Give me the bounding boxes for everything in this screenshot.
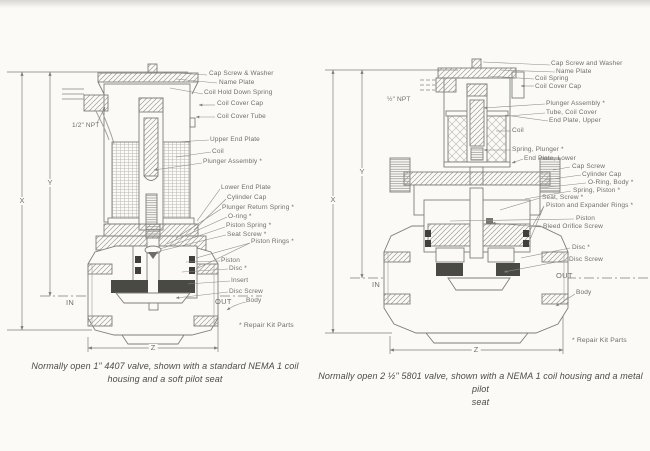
port-out-label: OUT xyxy=(556,271,573,280)
part-label: Spring, Piston * xyxy=(573,187,621,194)
part-label: Coil Cover Cap xyxy=(535,83,582,90)
part-label: O-Ring, Body * xyxy=(588,179,634,186)
part-label: Name Plate xyxy=(219,79,255,86)
part-label: Body xyxy=(246,297,262,304)
npt-label: 1/2" NPT xyxy=(72,122,100,129)
part-label: Coil Cover Cap xyxy=(217,100,264,107)
caption-line: housing and a soft pilot seat xyxy=(107,374,223,384)
part-label: Bleed Orifice Screw xyxy=(543,223,603,230)
part-label: Disc Screw xyxy=(229,288,264,295)
part-label: Plunger Assembly * xyxy=(203,158,263,165)
dim-x-label: X xyxy=(19,196,25,205)
right-body xyxy=(384,158,568,343)
port-in-label: IN xyxy=(372,280,381,289)
part-label: Tube, Coil Cover xyxy=(546,109,597,116)
part-label: Coil xyxy=(212,148,224,155)
repair-kit-note: * Repair Kit Parts xyxy=(572,337,627,344)
part-label: Coil Hold Down Spring xyxy=(204,89,273,96)
left-solenoid xyxy=(62,64,198,230)
part-label: Disc * xyxy=(229,265,247,272)
caption-line: seat xyxy=(471,397,490,407)
left-body xyxy=(88,224,218,344)
port-in-label: IN xyxy=(66,298,75,307)
part-label: Cylinder Cap xyxy=(582,171,622,178)
part-label: End Plate, Upper xyxy=(549,117,601,124)
part-label: Body xyxy=(576,289,592,296)
part-label: Coil xyxy=(512,127,524,134)
part-label: Coil Spring xyxy=(535,75,569,82)
repair-kit-note: * Repair Kit Parts xyxy=(239,322,294,329)
part-label: Cylinder Cap xyxy=(227,194,267,201)
part-label: Disc Screw xyxy=(569,256,604,263)
part-label: Insert xyxy=(231,277,249,284)
part-label: Plunger Return Spring * xyxy=(222,204,295,211)
part-label: Piston and Expander Rings * xyxy=(546,202,634,209)
part-label: Disc * xyxy=(572,244,590,251)
part-label: Lower End Plate xyxy=(221,184,271,191)
part-label: Spring, Plunger * xyxy=(512,146,564,153)
caption-line: Normally open 1" 4407 valve, shown with a standard NEMA 1 coil xyxy=(31,361,299,371)
dim-y-label: Y xyxy=(359,167,365,176)
npt-label: ½" NPT xyxy=(387,96,411,103)
port-out-label: OUT xyxy=(215,297,232,306)
dim-x-label: X xyxy=(330,195,336,204)
part-label: Seat, Screw * xyxy=(542,194,584,201)
part-label: O-ring * xyxy=(228,213,252,220)
left-valve-caption xyxy=(20,360,310,386)
part-label: Name Plate xyxy=(556,68,592,75)
dim-y-label: Y xyxy=(47,178,53,187)
part-label: End Plate, Lower xyxy=(524,155,576,162)
caption-line: Normally open 2 ½" 5801 valve, shown with a NEMA 1 coil housing and a metal pilot xyxy=(318,371,643,394)
part-label: Piston Rings * xyxy=(251,238,294,245)
dim-z-label: Z xyxy=(473,345,479,354)
part-label: Plunger Assembly * xyxy=(546,100,606,107)
part-label: Piston xyxy=(221,257,240,264)
part-label: Cap Screw xyxy=(572,163,606,170)
right-valve-caption xyxy=(318,370,643,409)
part-label: Cap Screw and Washer xyxy=(551,60,623,67)
part-label: Seat Screw * xyxy=(227,231,267,238)
dim-z-label: Z xyxy=(150,343,156,352)
part-label: Upper End Plate xyxy=(210,136,260,143)
part-label: Coil Cover Tube xyxy=(217,113,266,120)
part-label: Cap Screw & Washer xyxy=(209,70,274,77)
part-label: Piston xyxy=(576,215,595,222)
part-label: Piston Spring * xyxy=(226,222,272,229)
